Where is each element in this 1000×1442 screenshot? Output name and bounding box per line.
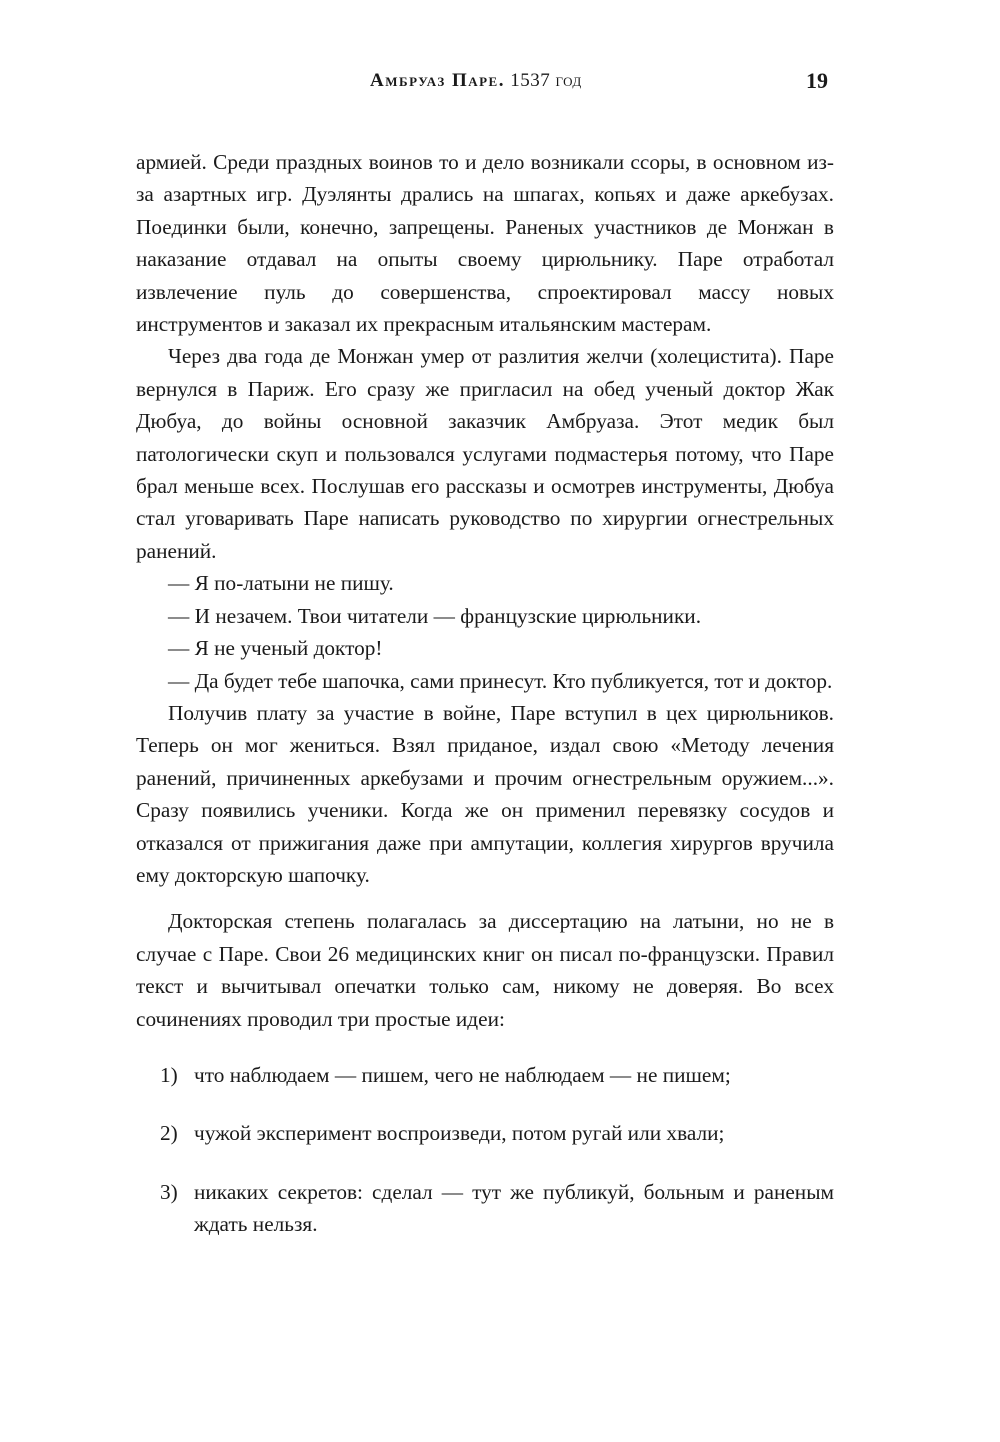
paragraph: Получив плату за участие в войне, Паре вступил в цех цирюльников. Теперь он мог жениться. Взял приданое, издал свою «Методу лечения ранений, причиненных аркебузами и прочим огнестрельным оружием...». Сразу появились ученики. Когда же он применил перевязку сосудов и отказался от прижигания даже при ампутации, коллегия хирургов вручила ему докторскую шапочку. [136, 700, 834, 887]
list-item-number: 3) [160, 1179, 178, 1204]
dialogue-line: — Я не ученый доктор! [168, 636, 383, 661]
list-item [136, 1117, 834, 1149]
header-author: Амбруаз Паре. [370, 70, 505, 91]
dialogue-line: — Я по-латыни не пишу. [168, 571, 394, 596]
dialogue-line: — Да будет тебе шапочка, сами принесут. Кто публикуется, тот и доктор. [168, 668, 833, 693]
paragraph: армией. Среди праздных воинов то и дело возникали ссоры, в основном из-за азартных игр. Дуэлянты дрались на шпагах, копьях и даже аркебузах. Поединки были, конечно, запрещены. Раненых участников де Монжан в наказание отдавал на опыты своему цирюльнику. Паре отработал извлечение пуль до совершенства, спроектировал массу новых инструментов и заказал их прекрасным итальянским мастерам. [136, 150, 834, 337]
principles-list [136, 1059, 834, 1241]
page-number: 19 [806, 68, 828, 93]
list-item-number: 2) [160, 1121, 178, 1146]
paragraph: Через два года де Монжан умер от разлития желчи (холецистита). Паре вернулся в Париж. Его сразу же пригласил на обед ученый доктор Жак Дюбуа, до войны основной заказчик Амбруаза. Этот медик был патологически скуп и пользовался услугами подмастерья потому, что Паре брал меньше всех. Послушав его рассказы и осмотрев инструменты, Дюбуа стал уговаривать Паре написать руководство по хирургии огнестрельных ранений. [136, 344, 834, 563]
list-item-text: чужой эксперимент воспроизведи, потом ругай или хвали; [194, 1121, 725, 1146]
paragraph: Докторская степень полагалась за диссертацию на латыни, но не в случае с Паре. Свои 26 медицинских книг он писал по-французски. Правил текст и вычитывал опечатки только сам, никому не доверяя. Во всех сочинениях проводил три простые идеи: [136, 909, 834, 1031]
list-item [136, 1176, 834, 1241]
body-text [136, 146, 834, 1267]
list-item-number: 1) [160, 1062, 178, 1087]
running-title [370, 70, 582, 92]
list-item-text: никаких секретов: сделал — тут же публикуй, больным и раненым ждать нельзя. [194, 1179, 834, 1237]
running-header [0, 70, 1000, 100]
header-year: 1537 год [510, 70, 582, 91]
dialogue-line: — И незачем. Твои читатели — французские цирюльники. [168, 603, 702, 628]
list-item-text: что наблюдаем — пишем, чего не наблюдаем — не пишем; [194, 1062, 731, 1087]
list-item [136, 1059, 834, 1091]
